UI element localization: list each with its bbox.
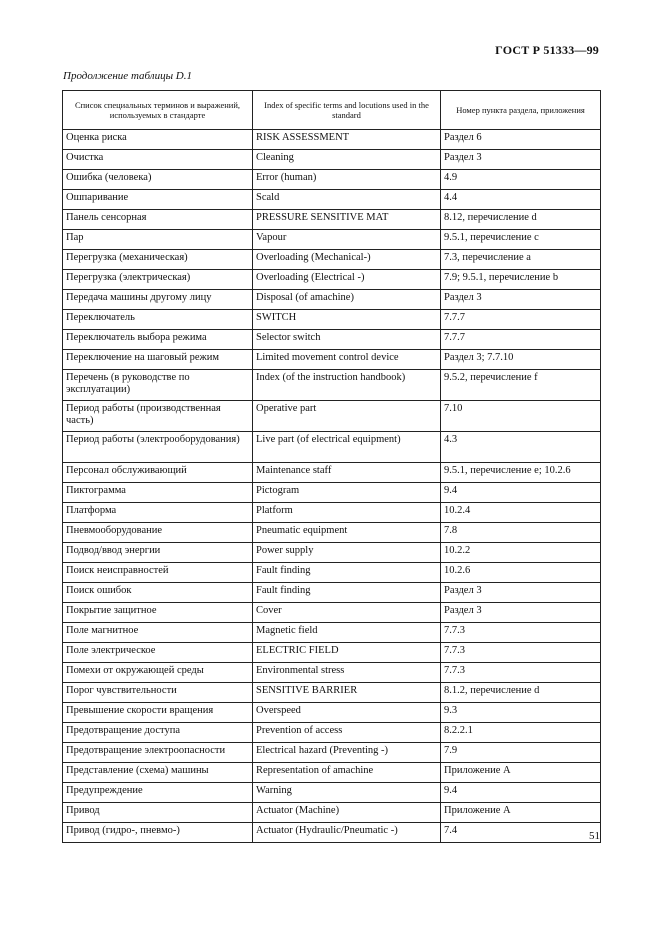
term-ru-cell: Порог чувствительности bbox=[63, 683, 253, 703]
term-en-cell: Overloading (Mechanical-) bbox=[253, 250, 441, 270]
table-row bbox=[63, 170, 601, 190]
section-ref-cell: 7.8 bbox=[441, 523, 601, 543]
term-ru-cell: Перегрузка (электрическая) bbox=[63, 270, 253, 290]
term-en-cell: Platform bbox=[253, 503, 441, 523]
term-en-cell: Fault finding bbox=[253, 583, 441, 603]
table-row bbox=[63, 401, 601, 432]
table-row bbox=[63, 643, 601, 663]
term-en-cell: SENSITIVE BARRIER bbox=[253, 683, 441, 703]
section-ref-cell: Раздел 3 bbox=[441, 150, 601, 170]
section-ref-cell: Раздел 3 bbox=[441, 603, 601, 623]
term-en-cell: PRESSURE SENSITIVE MAT bbox=[253, 210, 441, 230]
table-row bbox=[63, 483, 601, 503]
table-row bbox=[63, 130, 601, 150]
table-row bbox=[63, 563, 601, 583]
section-ref-cell: 7.9 bbox=[441, 743, 601, 763]
term-en-cell: Power supply bbox=[253, 543, 441, 563]
term-ru-cell: Помехи от окружающей среды bbox=[63, 663, 253, 683]
term-en-cell: Actuator (Machine) bbox=[253, 803, 441, 823]
table-header-row bbox=[63, 91, 601, 130]
section-ref-cell: Раздел 3 bbox=[441, 583, 601, 603]
section-ref-cell: 7.7.3 bbox=[441, 643, 601, 663]
section-ref-cell: 7.7.3 bbox=[441, 623, 601, 643]
table-row bbox=[63, 230, 601, 250]
table-row bbox=[63, 463, 601, 483]
table-row bbox=[63, 543, 601, 563]
term-ru-cell: Поиск неисправностей bbox=[63, 563, 253, 583]
term-en-cell: Disposal (of amachine) bbox=[253, 290, 441, 310]
term-en-cell: Selector switch bbox=[253, 330, 441, 350]
table-row bbox=[63, 503, 601, 523]
term-ru-cell: Пиктограмма bbox=[63, 483, 253, 503]
section-ref-cell: 8.12, перечисление d bbox=[441, 210, 601, 230]
term-en-cell: Fault finding bbox=[253, 563, 441, 583]
section-ref-cell: 9.5.1, перечисление c bbox=[441, 230, 601, 250]
section-ref-cell: 10.2.6 bbox=[441, 563, 601, 583]
term-en-cell: RISK ASSESSMENT bbox=[253, 130, 441, 150]
term-en-cell: Actuator (Hydraulic/Pneumatic -) bbox=[253, 823, 441, 843]
term-ru-cell: Предотвращение электроопасности bbox=[63, 743, 253, 763]
table-row bbox=[63, 763, 601, 783]
table-row bbox=[63, 190, 601, 210]
table-row bbox=[63, 370, 601, 401]
term-en-cell: Representation of amachine bbox=[253, 763, 441, 783]
term-ru-cell: Персонал обслуживающий bbox=[63, 463, 253, 483]
table-row bbox=[63, 270, 601, 290]
term-ru-cell: Период работы (электрооборудования) bbox=[63, 432, 253, 463]
section-ref-cell: 7.9; 9.5.1, перечисление b bbox=[441, 270, 601, 290]
table-row bbox=[63, 150, 601, 170]
table-row bbox=[63, 703, 601, 723]
section-ref-cell: 7.3, перечисление a bbox=[441, 250, 601, 270]
term-ru-cell: Подвод/ввод энергии bbox=[63, 543, 253, 563]
section-ref-cell: 4.4 bbox=[441, 190, 601, 210]
table-row bbox=[63, 250, 601, 270]
term-en-cell: Maintenance staff bbox=[253, 463, 441, 483]
term-ru-cell: Предупреждение bbox=[63, 783, 253, 803]
section-ref-cell: 7.4 bbox=[441, 823, 601, 843]
page-number: 51 bbox=[589, 830, 600, 842]
term-en-cell: Operative part bbox=[253, 401, 441, 432]
table-row bbox=[63, 330, 601, 350]
section-ref-cell: Раздел 6 bbox=[441, 130, 601, 150]
section-ref-cell: 7.10 bbox=[441, 401, 601, 432]
term-en-cell: Electrical hazard (Preventing -) bbox=[253, 743, 441, 763]
column-header-section-number: Номер пункта раздела, приложения bbox=[441, 91, 601, 130]
term-ru-cell: Перегрузка (механическая) bbox=[63, 250, 253, 270]
terms-index-table bbox=[62, 90, 601, 843]
table-row bbox=[63, 290, 601, 310]
term-en-cell: Magnetic field bbox=[253, 623, 441, 643]
section-ref-cell: 8.1.2, перечисление d bbox=[441, 683, 601, 703]
table-row bbox=[63, 683, 601, 703]
table-body bbox=[63, 130, 601, 843]
term-ru-cell: Переключение на шаговый режим bbox=[63, 350, 253, 370]
table-row bbox=[63, 663, 601, 683]
term-en-cell: Pictogram bbox=[253, 483, 441, 503]
term-ru-cell: Привод (гидро-, пневмо-) bbox=[63, 823, 253, 843]
term-en-cell: Limited movement control device bbox=[253, 350, 441, 370]
table-row bbox=[63, 350, 601, 370]
table-row bbox=[63, 210, 601, 230]
section-ref-cell: 7.7.7 bbox=[441, 310, 601, 330]
term-en-cell: SWITCH bbox=[253, 310, 441, 330]
term-ru-cell: Поле магнитное bbox=[63, 623, 253, 643]
term-en-cell: Scald bbox=[253, 190, 441, 210]
table-row bbox=[63, 823, 601, 843]
section-ref-cell: 9.5.2, перечисление f bbox=[441, 370, 601, 401]
term-ru-cell: Период работы (производственная часть) bbox=[63, 401, 253, 432]
term-ru-cell: Платформа bbox=[63, 503, 253, 523]
table-row bbox=[63, 310, 601, 330]
term-en-cell: Overloading (Electrical -) bbox=[253, 270, 441, 290]
term-ru-cell: Переключатель bbox=[63, 310, 253, 330]
term-ru-cell: Привод bbox=[63, 803, 253, 823]
section-ref-cell: 8.2.2.1 bbox=[441, 723, 601, 743]
section-ref-cell: 9.3 bbox=[441, 703, 601, 723]
term-ru-cell: Очистка bbox=[63, 150, 253, 170]
section-ref-cell: 7.7.7 bbox=[441, 330, 601, 350]
column-header-english-terms: Index of specific terms and locutions used in the standard bbox=[253, 91, 441, 130]
table-row bbox=[63, 723, 601, 743]
term-ru-cell: Оценка риска bbox=[63, 130, 253, 150]
term-en-cell: ELECTRIC FIELD bbox=[253, 643, 441, 663]
term-en-cell: Pneumatic equipment bbox=[253, 523, 441, 543]
column-header-russian-terms: Список специальных терминов и выражений, используемых в стандарте bbox=[63, 91, 253, 130]
term-en-cell: Index (of the instruction handbook) bbox=[253, 370, 441, 401]
term-ru-cell: Перечень (в руководстве по эксплуатации) bbox=[63, 370, 253, 401]
table-row bbox=[63, 783, 601, 803]
term-ru-cell: Представление (схема) машины bbox=[63, 763, 253, 783]
table-row bbox=[63, 523, 601, 543]
table-row bbox=[63, 623, 601, 643]
term-en-cell: Live part (of electrical equipment) bbox=[253, 432, 441, 463]
term-en-cell: Vapour bbox=[253, 230, 441, 250]
section-ref-cell: Приложение A bbox=[441, 763, 601, 783]
term-en-cell: Overspeed bbox=[253, 703, 441, 723]
term-ru-cell: Переключатель выбора режима bbox=[63, 330, 253, 350]
term-ru-cell: Ошпаривание bbox=[63, 190, 253, 210]
term-ru-cell: Пар bbox=[63, 230, 253, 250]
table-caption: Продолжение таблицы D.1 bbox=[63, 70, 192, 82]
term-en-cell: Cover bbox=[253, 603, 441, 623]
term-ru-cell: Поле электрическое bbox=[63, 643, 253, 663]
section-ref-cell: 9.4 bbox=[441, 783, 601, 803]
term-ru-cell: Покрытие защитное bbox=[63, 603, 253, 623]
term-en-cell: Prevention of access bbox=[253, 723, 441, 743]
table-row bbox=[63, 743, 601, 763]
standard-code-header: ГОСТ Р 51333—99 bbox=[495, 43, 599, 57]
section-ref-cell: 9.5.1, перечисление e; 10.2.6 bbox=[441, 463, 601, 483]
term-en-cell: Warning bbox=[253, 783, 441, 803]
section-ref-cell: 4.9 bbox=[441, 170, 601, 190]
term-ru-cell: Ошибка (человека) bbox=[63, 170, 253, 190]
section-ref-cell: 10.2.4 bbox=[441, 503, 601, 523]
term-en-cell: Error (human) bbox=[253, 170, 441, 190]
section-ref-cell: 7.7.3 bbox=[441, 663, 601, 683]
section-ref-cell: Раздел 3; 7.7.10 bbox=[441, 350, 601, 370]
section-ref-cell: Приложение A bbox=[441, 803, 601, 823]
table-row bbox=[63, 603, 601, 623]
section-ref-cell: 9.4 bbox=[441, 483, 601, 503]
table-row bbox=[63, 583, 601, 603]
table-row bbox=[63, 432, 601, 463]
term-en-cell: Cleaning bbox=[253, 150, 441, 170]
term-ru-cell: Предотвращение доступа bbox=[63, 723, 253, 743]
term-ru-cell: Пневмооборудование bbox=[63, 523, 253, 543]
table-row bbox=[63, 803, 601, 823]
term-ru-cell: Поиск ошибок bbox=[63, 583, 253, 603]
term-ru-cell: Передача машины другому лицу bbox=[63, 290, 253, 310]
section-ref-cell: Раздел 3 bbox=[441, 290, 601, 310]
term-ru-cell: Превышение скорости вращения bbox=[63, 703, 253, 723]
term-en-cell: Environmental stress bbox=[253, 663, 441, 683]
term-ru-cell: Панель сенсорная bbox=[63, 210, 253, 230]
section-ref-cell: 10.2.2 bbox=[441, 543, 601, 563]
section-ref-cell: 4.3 bbox=[441, 432, 601, 463]
